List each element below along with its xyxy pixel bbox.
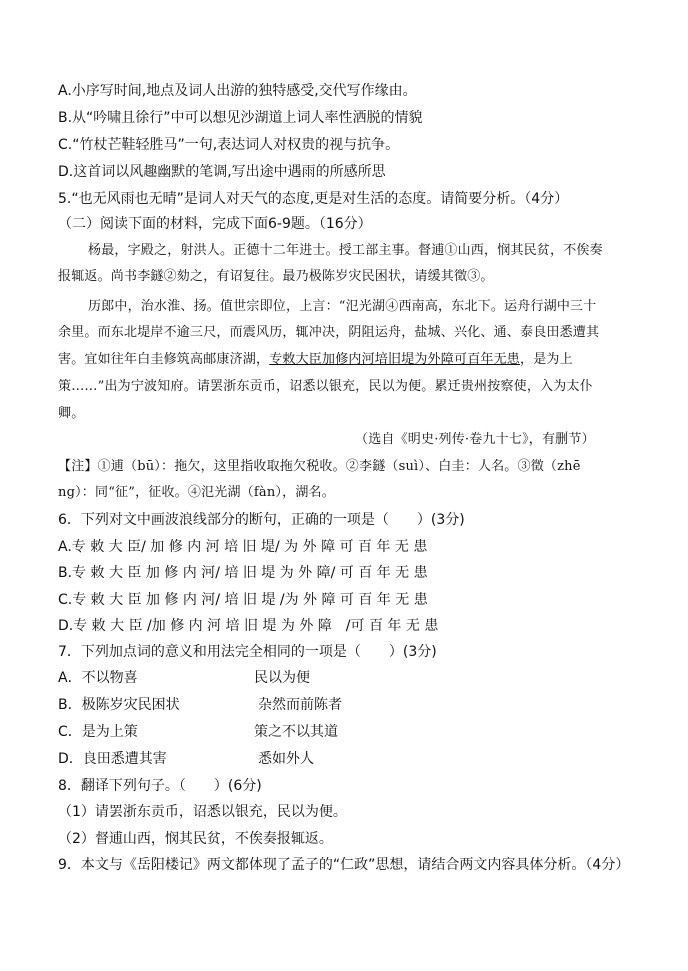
q6-option-d: D.专 敕 大 臣 /加 修 内 河 培 旧 堤 为 外 障 /可 百 年 无 患 [58,618,439,634]
q7-option-a-left: A．不以物喜 [58,670,138,686]
q8-item-1: （1）请罢浙东贡币，诏悉以银充，民以为便。 [58,804,347,820]
passage-p2-line2: 余里。而东北堤岸不逾三尺，而震风历，辄冲决，阴阻运舟，盐城、兴化、通、泰良田悉遭其 [58,325,600,340]
q7-option-d-right: 悉如外人 [258,751,314,767]
q4-option-c: C.“竹杖芒鞋轻胜马”一句,表达词人对权贵的视与抗争。 [58,137,400,153]
passage-p2-line1: 历郎中，治水淮、扬。值世宗即位，上言：“氾光湖④西南高，东北下。运舟行湖中三十 [88,299,597,314]
passage-p2-line3-after: ，是为上 [520,352,573,367]
q7-option-a-right: 民以为便 [254,670,310,686]
q8-item-2: （2）督逋山西，悯其民贫，不俟奏报辄返。 [58,831,333,847]
notes-line2: ng）：同“征”，征收。④氾光湖（fàn），湖名。 [58,485,335,500]
q9-stem: 9．本文与《岳阳楼记》两文都体现了孟子的“仁政”思想，请结合两文内容具体分析。（4分） [58,857,630,873]
q8-stem: 8．翻译下列句子。（ ）(6分) [58,778,262,794]
wavy-underlined-sentence: 专敕大臣加修内河培旧堤为外障可百年无患 [269,352,521,367]
q6-stem: 6．下列对文中画波浪线部分的断句，正确的一项是（ ）(3分) [58,512,465,528]
passage-p2-line4: 策……”出为宁波知府。请罢浙东贡币，诏悉以银充，民以为便。累迁贵州按察使，入为太仆 [58,379,593,394]
q4-option-a: A.小序写时间,地点及词人出游的独特感受,交代写作缘由。 [58,83,417,99]
section2-title: （二）阅读下面的材料，完成下面6-9题。（16分） [58,216,372,232]
q5-stem: 5.“也无风雨也无晴”是词人对天气的态度,更是对生活的态度。请简要分析。（4分） [58,191,569,207]
passage-p2-line3 [58,351,573,369]
passage-p2-line3-before: 害。宜如往年白圭修筑高邮康济湖， [58,352,270,367]
q7-option-c-right: 策之不以其道 [254,724,338,740]
q7-option-d-left: D．良田悉遭其害 [58,751,167,767]
q6-option-a: A.专 敕 大 臣/ 加 修 内 河 培 旧 堤/ 为 外 障 可 百 年 无 患 [58,539,428,555]
passage-p2-line5: 卿。 [58,406,85,421]
q4-option-b: B.从“吟啸且徐行”中可以想见沙湖道上词人率性洒脱的情貌 [58,110,423,126]
q6-option-b: B.专 敕 大 臣 加 修 内 河/ 培 旧 堤 为 外 障/ 可 百 年 无 患 [58,565,428,581]
q7-option-b-right: 杂然而前陈者 [258,697,342,713]
notes-line1: 【注】①逋（bū）：拖欠，这里指收取拖欠税收。②李鐩（suì）、白圭：人名。③徵（zhē [58,459,581,474]
q7-stem: 7．下列加点词的意义和用法完全相同的一项是（ ）(3分) [58,644,437,660]
passage-source: （选自《明史·列传·卷九十七》，有删节） [355,432,595,447]
q7-option-b-left: B．极陈岁灾民困状 [58,697,180,713]
q6-option-c: C.专 敕 大 臣 加 修 内 河/ 培 旧 堤 /为 外 障 可 百 年 无 患 [58,592,428,608]
passage-p1-line2: 报辄返。尚书李鐩②劾之，有诏复往。最乃极陈岁灾民困状，请缓其徵③。 [58,269,494,284]
q7-option-c-left: C．是为上策 [58,724,138,740]
q4-option-d: D.这首词以风趣幽默的笔调,写出途中遇雨的所感所思 [58,164,386,180]
passage-p1-line1: 杨最，字殿之，射洪人。正德十二年进士。授工部主事。督逋①山西，悯其民贫，不俟奏 [88,243,603,258]
